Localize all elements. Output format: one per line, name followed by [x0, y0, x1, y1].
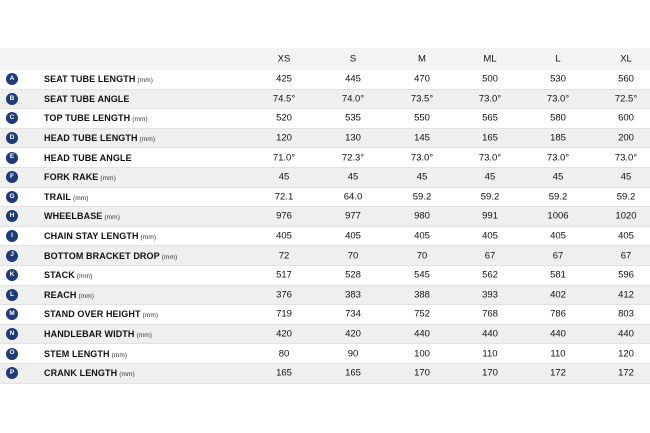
- value-cell-ml: 73.0°: [478, 152, 502, 164]
- value-cell-ml: 170: [482, 367, 498, 379]
- value-cell-ml: 500: [482, 73, 498, 85]
- value-cell-xs: 420: [276, 328, 292, 340]
- size-header-s: S: [349, 53, 357, 65]
- value-cell-ml: 768: [482, 308, 498, 320]
- row-label: [44, 329, 152, 339]
- row-letter-badge: D: [6, 132, 18, 144]
- value-cell-m: 73.5°: [410, 93, 434, 105]
- value-cell-xl: 596: [618, 269, 634, 281]
- measurement-unit: (mm): [132, 116, 148, 124]
- value-cell-xl: 45: [620, 171, 632, 183]
- value-cell-l: 73.0°: [546, 152, 570, 164]
- value-cell-xs: 120: [276, 132, 292, 144]
- size-header-xs: XS: [277, 53, 291, 65]
- table-row: [0, 286, 650, 306]
- row-letter-badge: B: [6, 93, 18, 105]
- value-cell-s: 130: [345, 132, 361, 144]
- value-cell-l: 402: [550, 289, 566, 301]
- value-cell-l: 172: [550, 367, 566, 379]
- value-cell-m: 100: [414, 348, 430, 360]
- value-cell-s: 70: [347, 250, 359, 262]
- value-cell-ml: 405: [482, 230, 498, 242]
- value-cell-s: 72.3°: [341, 152, 365, 164]
- measurement-unit: (mm): [111, 351, 128, 359]
- value-cell-l: 786: [550, 308, 566, 320]
- row-letter-badge: O: [6, 348, 18, 360]
- measurement-name: REACH: [44, 289, 77, 300]
- value-cell-xl: 200: [618, 132, 634, 144]
- value-cell-s: 535: [345, 112, 361, 124]
- value-cell-m: 440: [414, 328, 430, 340]
- measurement-name: FORK RAKE: [44, 172, 99, 183]
- value-cell-s: 734: [345, 308, 361, 320]
- value-cell-m: 980: [414, 210, 430, 222]
- value-cell-s: 977: [345, 210, 361, 222]
- table-row: [0, 90, 650, 110]
- row-letter-badge: H: [6, 210, 18, 222]
- table-row: [0, 207, 650, 227]
- value-cell-ml: 59.2: [480, 191, 500, 203]
- table-row: [0, 325, 650, 345]
- measurement-name: HEAD TUBE LENGTH: [44, 133, 138, 144]
- value-cell-s: 405: [345, 230, 361, 242]
- table-body: [0, 70, 650, 384]
- measurement-name: SEAT TUBE ANGLE: [44, 93, 130, 104]
- size-header-ml: ML: [483, 53, 497, 65]
- measurement-name: SEAT TUBE LENGTH: [44, 74, 136, 85]
- row-letter-badge: G: [6, 191, 18, 203]
- value-cell-m: 170: [414, 367, 430, 379]
- row-letter-badge: F: [6, 171, 18, 183]
- value-cell-xl: 120: [618, 348, 634, 360]
- value-cell-xl: 72.5°: [614, 93, 638, 105]
- row-label: [44, 251, 177, 261]
- measurement-unit: (mm): [161, 253, 178, 261]
- size-header-xl: XL: [620, 53, 632, 65]
- row-label: [44, 349, 127, 359]
- value-cell-xl: 73.0°: [614, 152, 638, 164]
- value-cell-l: 110: [550, 348, 566, 360]
- row-label: [44, 368, 135, 378]
- measurement-unit: (mm): [142, 312, 159, 320]
- value-cell-m: 73.0°: [410, 152, 434, 164]
- value-cell-m: 550: [414, 112, 430, 124]
- value-cell-m: 145: [414, 132, 430, 144]
- row-label: [44, 133, 155, 143]
- value-cell-xs: 376: [276, 289, 292, 301]
- table-row: [0, 168, 650, 188]
- value-cell-ml: 73.0°: [478, 93, 502, 105]
- table-row: [0, 148, 650, 168]
- geometry-table: [0, 48, 650, 384]
- value-cell-ml: 440: [482, 328, 498, 340]
- row-label: [44, 270, 92, 280]
- value-cell-xs: 45: [278, 171, 290, 183]
- row-letter-badge: I: [6, 230, 18, 242]
- value-cell-xs: 976: [276, 210, 292, 222]
- value-cell-m: 45: [416, 171, 428, 183]
- measurement-name: TRAIL: [44, 191, 71, 202]
- value-cell-s: 165: [345, 367, 361, 379]
- measurement-name: STACK: [44, 270, 75, 281]
- value-cell-l: 67: [552, 250, 564, 262]
- measurement-unit: (mm): [136, 332, 153, 340]
- value-cell-xs: 425: [276, 73, 292, 85]
- table-row: [0, 227, 650, 247]
- measurement-unit: (mm): [119, 371, 135, 379]
- measurement-name: CRANK LENGTH: [44, 368, 118, 379]
- value-cell-m: 545: [414, 269, 430, 281]
- value-cell-xl: 440: [618, 328, 634, 340]
- table-row: [0, 246, 650, 266]
- measurement-name: STEM LENGTH: [44, 348, 110, 359]
- measurement-name: BOTTOM BRACKET DROP: [44, 250, 160, 261]
- value-cell-s: 528: [345, 269, 361, 281]
- value-cell-l: 580: [550, 112, 566, 124]
- row-letter-badge: K: [6, 269, 18, 281]
- measurement-name: STAND OVER HEIGHT: [44, 309, 141, 320]
- value-cell-ml: 562: [482, 269, 498, 281]
- value-cell-xs: 72: [278, 250, 290, 262]
- value-cell-s: 45: [347, 171, 359, 183]
- measurement-unit: (mm): [104, 214, 120, 222]
- measurement-name: HEAD TUBE ANGLE: [44, 152, 132, 163]
- value-cell-ml: 45: [484, 171, 496, 183]
- row-letter-badge: M: [6, 308, 18, 320]
- measurement-unit: (mm): [76, 273, 93, 281]
- value-cell-m: 470: [414, 73, 430, 85]
- measurement-unit: (mm): [140, 234, 157, 242]
- row-label: [44, 153, 132, 163]
- table-row: [0, 129, 650, 149]
- value-cell-l: 405: [550, 230, 566, 242]
- value-cell-xl: 1020: [615, 210, 637, 222]
- value-cell-xs: 74.5°: [272, 93, 296, 105]
- row-label: [44, 211, 120, 221]
- value-cell-l: 530: [550, 73, 566, 85]
- row-letter-badge: C: [6, 112, 18, 124]
- value-cell-xl: 172: [618, 367, 634, 379]
- value-cell-s: 383: [345, 289, 361, 301]
- row-letter-badge: N: [6, 328, 18, 340]
- value-cell-l: 185: [550, 132, 566, 144]
- value-cell-xs: 719: [276, 308, 292, 320]
- row-label: [44, 231, 156, 241]
- value-cell-ml: 67: [484, 250, 496, 262]
- value-cell-s: 420: [345, 328, 361, 340]
- value-cell-m: 405: [414, 230, 430, 242]
- row-label: [44, 172, 116, 182]
- value-cell-xs: 72.1: [274, 191, 294, 203]
- value-cell-ml: 991: [482, 210, 498, 222]
- measurement-name: WHEELBASE: [44, 211, 103, 222]
- value-cell-xl: 405: [618, 230, 634, 242]
- size-header-row: [0, 48, 650, 70]
- value-cell-xs: 80: [278, 348, 290, 360]
- measurement-name: CHAIN STAY LENGTH: [44, 231, 139, 242]
- measurement-unit: (mm): [73, 194, 89, 202]
- value-cell-xl: 600: [618, 112, 634, 124]
- value-cell-xl: 67: [620, 250, 632, 262]
- value-cell-m: 388: [414, 289, 430, 301]
- value-cell-s: 445: [345, 73, 361, 85]
- row-letter-badge: L: [6, 289, 18, 301]
- value-cell-xl: 412: [618, 289, 634, 301]
- table-row: [0, 266, 650, 286]
- measurement-name: TOP TUBE LENGTH: [44, 113, 131, 124]
- value-cell-xl: 560: [618, 73, 634, 85]
- size-header-l: L: [555, 53, 561, 65]
- value-cell-l: 1006: [547, 210, 569, 222]
- row-label: [44, 290, 94, 300]
- row-letter-badge: J: [6, 250, 18, 262]
- table-row: [0, 109, 650, 129]
- value-cell-xs: 165: [276, 367, 292, 379]
- value-cell-m: 59.2: [412, 191, 432, 203]
- row-label: [44, 309, 158, 319]
- measurement-name: HANDLEBAR WIDTH: [44, 329, 135, 340]
- value-cell-xs: 405: [276, 230, 292, 242]
- table-row: [0, 344, 650, 364]
- size-header-m: M: [418, 53, 426, 65]
- table-row: [0, 364, 650, 384]
- value-cell-s: 64.0: [343, 191, 363, 203]
- value-cell-xs: 520: [276, 112, 292, 124]
- row-letter-badge: A: [6, 73, 18, 85]
- row-letter-badge: P: [6, 367, 18, 379]
- value-cell-ml: 110: [482, 348, 498, 360]
- table-row: [0, 188, 650, 208]
- value-cell-l: 73.0°: [546, 93, 570, 105]
- value-cell-m: 70: [416, 250, 428, 262]
- value-cell-s: 90: [347, 348, 359, 360]
- measurement-unit: (mm): [139, 136, 156, 144]
- row-letter-badge: E: [6, 152, 18, 164]
- value-cell-xl: 803: [618, 308, 634, 320]
- value-cell-l: 59.2: [548, 191, 568, 203]
- value-cell-ml: 165: [482, 132, 498, 144]
- value-cell-ml: 393: [482, 289, 498, 301]
- table-row: [0, 305, 650, 325]
- row-label: [44, 74, 153, 84]
- value-cell-s: 74.0°: [341, 93, 365, 105]
- row-label: [44, 192, 89, 202]
- measurement-unit: (mm): [100, 175, 116, 183]
- value-cell-xl: 59.2: [616, 191, 636, 203]
- value-cell-l: 440: [550, 328, 566, 340]
- table-row: [0, 70, 650, 90]
- value-cell-m: 752: [414, 308, 430, 320]
- value-cell-l: 581: [550, 269, 566, 281]
- row-label: [44, 113, 148, 123]
- measurement-unit: (mm): [78, 292, 95, 300]
- value-cell-xs: 71.0°: [272, 152, 296, 164]
- value-cell-l: 45: [552, 171, 564, 183]
- value-cell-ml: 565: [482, 112, 498, 124]
- measurement-unit: (mm): [137, 77, 153, 85]
- row-label: [44, 94, 130, 104]
- value-cell-xs: 517: [276, 269, 292, 281]
